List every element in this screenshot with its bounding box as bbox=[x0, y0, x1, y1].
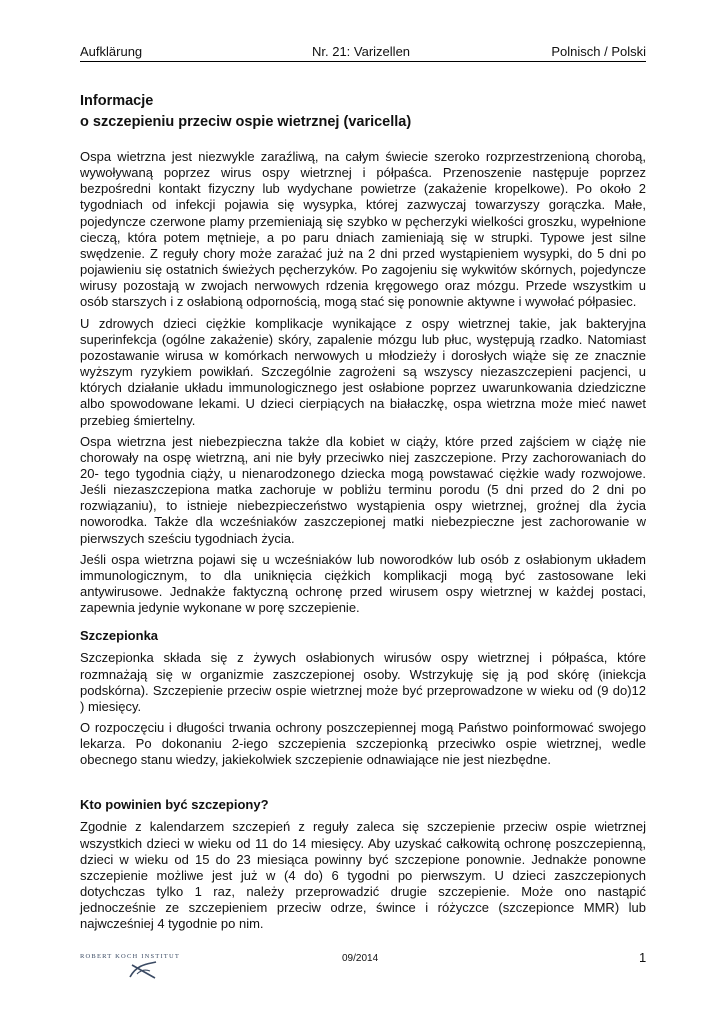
rki-logo-icon bbox=[128, 960, 158, 980]
header-left-text: Aufklärung bbox=[80, 44, 143, 59]
page-footer bbox=[0, 945, 725, 995]
intro-paragraph-2: U zdrowych dzieci ciężkie komplikacje wynikające z ospy wietrznej takie, jak bakteryjna superinfekcja (ogólne zakażenie) skóry, zapalenie mózgu lub płuc, występują rzadko. Natomiast pozostawanie wirusa w komórkach nerwowych u młodzieży i dorosłych wiąże się ze znacznie wyższym ryzykiem powikłań. Szczególnie zagrożeni są wszyscy niezaszczepieni pacjenci, u których działanie układu immunologicznego jest osłabione poprzez uwarunkowania dziedziczne albo spowodowane lekami. U dzieci cierpiących na białaczkę, ospa wietrzna może mieć nawet przebieg śmiertelny. bbox=[80, 315, 646, 428]
page-subtitle: o szczepieniu przeciw ospie wietrznej (varicella) bbox=[80, 114, 412, 130]
page-number: 1 bbox=[639, 950, 647, 965]
section-heading-who: Kto powinien być szczepiony? bbox=[80, 797, 269, 813]
intro-paragraph-3: Ospa wietrzna jest niebezpieczna także dla kobiet w ciąży, które przed zajściem w ciążę nie chorowały na ospę wietrzną, ani nie były przeciwko niej zaszczepione. Przy zachorowaniach do 20- tego tygodnia ciąży, u nienarodzonego dziecka mogą powstawać ciężkie wady rozwojowe. Jeśli niezaszczepiona matka zachoruje w pobliżu terminu porodu (5 dni przed do 2 dni po rozwiązaniu), to istnieje niebezpieczeństwo wystąpienia ospy wietrznej, groźnej dla życia noworodka. Także dla wcześniaków zaszczepionej matki niebezpieczne jest zachorowanie w pierwszych sześciu tygodniach życia. bbox=[80, 433, 646, 546]
header-document-number: Nr. 21: Varizellen bbox=[312, 44, 411, 59]
vaccine-paragraph-1: Szczepionka składa się z żywych osłabionych wirusów ospy wietrznej i półpaśca, które rozmnażają się w organizmie zaszczepionej osoby. Wstrzykuję się ją pod skórę (iniekcja podskórna). Szczepienie przeciw ospie wietrznej może być przeprowadzone w wieku od (9 do)12 ) miesięcy. bbox=[80, 650, 646, 714]
page-header bbox=[80, 43, 646, 62]
who-paragraph-1: Zgodnie z kalendarzem szczepień z reguły zaleca się szczepienie przeciw ospie wietrznej wszystkich dzieci w wieku od 11 do 14 miesięcy. Aby uzyskać całkowitą ochronę poszczepienną, dzieci w wieku od 15 do 23 miesiąca powinny być szczepione ponownie. Jednakże ponowne szczepienie możliwe jest już w (4 do) 6 tygodni po pierwszym. U dzieci zaszczepionych dotychczas tylko 1 raz, należy przeprowadzić drugie szczepienie. Może ono nastąpić jednocześnie ze szczepieniem przeciw odrze, śwince i różyczce (szczepionce MMR) lub najwcześniej 4 tygodnie po nim. bbox=[80, 819, 646, 932]
footer-date: 09/2014 bbox=[342, 953, 379, 964]
page-title: Informacje bbox=[80, 93, 154, 109]
document-body bbox=[80, 91, 646, 938]
institute-name: ROBERT KOCH INSTITUT bbox=[80, 953, 181, 960]
header-language: Polnisch / Polski bbox=[551, 44, 646, 59]
section-heading-vaccine: Szczepionka bbox=[80, 628, 159, 644]
intro-paragraph-4: Jeśli ospa wietrzna pojawi się u wcześniaków lub noworodków lub osób z osłabionym układem immunologicznym, to dla uniknięcia ciężkich komplikacji mogą być zastosowane leki antywirusowe. Jednakże faktyczną ochronę przed wirusem ospy wietrznej w każdej postaci, zapewnia jedynie wykonane w porę szczepienie. bbox=[80, 551, 646, 616]
vaccine-paragraph-2: O rozpoczęciu i długości trwania ochrony poszczepiennej mogą Państwo poinformować swojego lekarza. Po dokonaniu 2-iego szczepienia szczepionką przeciwko ospie wietrznej, wedle obecnego stanu wiedzy, jakiekolwiek szczepienie odnawiające nie jest niezbędne. bbox=[80, 720, 646, 768]
intro-paragraph-1: Ospa wietrzna jest niezwykle zaraźliwą, na całym świecie szeroko rozprzestrzenioną chorobą, wywoływaną poprzez wirus ospy wietrznej i półpaśca. Przenoszenie następuje poprzez bezpośredni kontakt fizyczny lub wydychane powietrze (zakażenie kropelkowe). Po około 2 tygodniach od infekcji pojawia się wysypka, której zazwyczaj towarzyszy gorączka. Małe, pojedyncze czerwone plamy przemieniają się szybko w pęcherzyki wielkości groszku, wypełnione cieczą, która potem mętnieje, a po paru dniach zamieniają się w strupki. Typowe jest silne swędzenie. Z reguły chory może zarażać już na 2 dni przed wystąpieniem wysypki, do 5 dni po pojawieniu się ostatnich świeżych pęcherzyków. Po zagojeniu się wykwitów skórnych, pojedyncze wirusy pozostają w zwojach nerwowych rdzenia kręgowego oraz mózgu. Przede wszystkim u osób starszych i z osłabioną odpornością, mogą stać się ponownie aktywne i wywołać półpasiec. bbox=[80, 149, 646, 310]
